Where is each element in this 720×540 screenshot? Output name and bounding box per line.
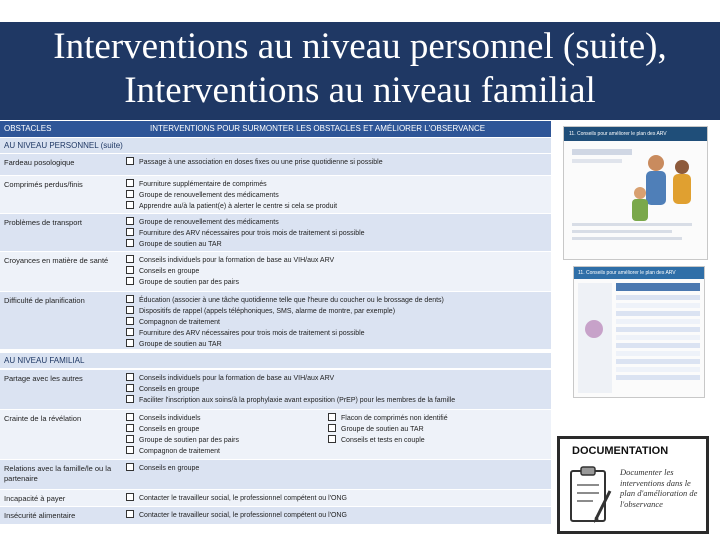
checkbox-icon [328, 413, 336, 421]
intervention-item [126, 295, 546, 306]
table-row [0, 214, 551, 252]
intervention-item [126, 228, 546, 239]
table-row [0, 507, 551, 525]
checkbox-icon [126, 446, 134, 454]
intervention-item [126, 266, 546, 277]
checkbox-icon [126, 339, 134, 347]
table-row [0, 490, 551, 507]
intervention-text: Conseils en groupe [139, 465, 200, 472]
intervention-list [126, 295, 546, 350]
thumbnail-2-header: 11. Conseils pour améliorer le plan des ARV [574, 267, 704, 279]
intervention-text: Éducation (associer à une tâche quotidienne telle que l'heure du coucher ou le brossage de dents) [139, 297, 444, 304]
intervention-text: Fourniture supplémentaire de comprimés [139, 181, 267, 188]
documentation-text: Documenter les interventions dans le plan d'amélioration de l'observance [620, 467, 698, 509]
intervention-list [126, 493, 546, 504]
checkbox-icon [126, 295, 134, 303]
intervention-item [126, 201, 546, 212]
intervention-list [126, 217, 546, 250]
interventions-table [0, 121, 551, 531]
intervention-item [328, 424, 548, 435]
people-illustration-icon [564, 141, 707, 259]
table-row [0, 252, 551, 292]
checkbox-icon [126, 463, 134, 471]
checkbox-icon [126, 179, 134, 187]
intervention-item [126, 328, 546, 339]
intervention-text: Contacter le travailleur social, le professionnel compétent ou l'ONG [139, 495, 347, 502]
checkbox-icon [126, 277, 134, 285]
intervention-text: Apprendre au/à la patient(e) à alerter le centre si cela se produit [139, 203, 338, 210]
obstacle-label: Incapacité à payer [4, 494, 66, 503]
slide-title [0, 22, 720, 120]
guide-thumbnail-1 [563, 126, 708, 260]
intervention-item [126, 446, 546, 457]
checkbox-icon [126, 266, 134, 274]
intervention-text: Passage à une association en doses fixes ou une prise quotidienne si possible [139, 159, 383, 166]
obstacle-label: Comprimés perdus/finis [4, 180, 83, 189]
intervention-list [126, 157, 546, 168]
intervention-text: Conseils en groupe [139, 426, 200, 433]
intervention-text: Groupe de renouvellement des médicaments [139, 219, 279, 226]
intervention-text: Conseils en groupe [139, 386, 200, 393]
intervention-text: Contacter le travailleur social, le professionnel compétent ou l'ONG [139, 512, 347, 519]
intervention-text: Conseils et tests en couple [341, 437, 425, 444]
intervention-text: Fourniture des ARV nécessaires pour trois mois de traitement si possible [139, 230, 365, 237]
guide-thumbnail-2 [573, 266, 705, 398]
intervention-list [126, 510, 546, 521]
intervention-list [328, 413, 548, 446]
checkbox-icon [126, 510, 134, 518]
obstacle-label: Insécurité alimentaire [4, 511, 76, 520]
checkbox-icon [126, 328, 134, 336]
intervention-text: Conseils individuels [139, 415, 201, 422]
intervention-text: Flacon de comprimés non identifié [341, 415, 448, 422]
intervention-text: Compagnon de traitement [139, 319, 220, 326]
checkbox-icon [328, 435, 336, 443]
documentation-title: DOCUMENTATION [572, 445, 669, 457]
intervention-list [126, 373, 546, 406]
checkbox-icon [126, 306, 134, 314]
intervention-text: Groupe de soutien au TAR [341, 426, 424, 433]
documentation-box [557, 436, 709, 534]
obstacle-label: Difficulté de planification [4, 296, 85, 305]
checkbox-icon [126, 435, 134, 443]
clipboard-icon [568, 465, 612, 525]
intervention-item [126, 510, 546, 521]
reference-panel [557, 126, 709, 534]
checkbox-icon [126, 255, 134, 263]
col-obstacles: OBSTACLES [4, 124, 52, 133]
intervention-item [126, 373, 546, 384]
title-line-2: Interventions au niveau familial [124, 70, 596, 111]
checkbox-icon [126, 373, 134, 381]
intervention-text: Groupe de soutien au TAR [139, 341, 222, 348]
intervention-item [126, 179, 546, 190]
intervention-item [126, 190, 546, 201]
checkbox-icon [126, 395, 134, 403]
obstacle-label: Partage avec les autres [4, 374, 83, 383]
intervention-text: Dispositifs de rappel (appels téléphoniques, SMS, alarme de montre, par exemple) [139, 308, 396, 315]
checkbox-icon [126, 413, 134, 421]
intervention-item [328, 413, 548, 424]
table-row [0, 154, 551, 176]
checkbox-icon [126, 424, 134, 432]
intervention-text: Groupe de soutien par des pairs [139, 437, 240, 444]
intervention-text: Faciliter l'inscription aux soins/à la prophylaxie avant exposition (PrEP) pour les membres de la famille [139, 397, 456, 404]
intervention-item [126, 384, 546, 395]
table-row [0, 292, 551, 350]
intervention-item [126, 217, 546, 228]
intervention-list [126, 179, 546, 212]
intervention-text: Groupe de renouvellement des médicaments [139, 192, 279, 199]
obstacle-label: Problèmes de transport [4, 218, 82, 227]
intervention-item [126, 317, 546, 328]
intervention-text: Conseils individuels pour la formation de base au VIH/aux ARV [139, 257, 335, 264]
checkbox-icon [126, 201, 134, 209]
col-interventions: INTERVENTIONS POUR SURMONTER LES OBSTACLES ET AMÉLIORER L'OBSERVANCE [150, 124, 486, 133]
intervention-item [126, 463, 546, 474]
checkbox-icon [126, 157, 134, 165]
thumbnail-1-header: 11. Conseils pour améliorer le plan des ARV [564, 127, 707, 141]
table-row [0, 410, 551, 460]
table-row [0, 460, 551, 490]
intervention-item [126, 255, 546, 266]
section-personnel: AU NIVEAU PERSONNEL (suite) [0, 138, 551, 153]
checkbox-icon [126, 217, 134, 225]
intervention-item [126, 157, 546, 168]
intervention-item [126, 277, 546, 288]
table-header [0, 121, 551, 137]
checkbox-icon [126, 493, 134, 501]
checkbox-icon [328, 424, 336, 432]
intervention-text: Conseils individuels pour la formation de base au VIH/aux ARV [139, 375, 335, 382]
obstacle-label: Crainte de la révélation [4, 414, 82, 423]
checkbox-icon [126, 384, 134, 392]
checkbox-icon [126, 190, 134, 198]
checkbox-icon [126, 239, 134, 247]
obstacle-label: Croyances en matière de santé [4, 256, 109, 265]
intervention-item [126, 306, 546, 317]
section-familial: AU NIVEAU FAMILIAL [0, 353, 551, 368]
intervention-list [126, 463, 546, 474]
obstacle-label: Fardeau posologique [4, 158, 75, 167]
checkbox-icon [126, 317, 134, 325]
intervention-item [126, 395, 546, 406]
intervention-item [126, 339, 546, 350]
guide-table-icon [574, 279, 704, 397]
obstacle-label: Relations avec la famille/le ou la partenaire [4, 464, 112, 483]
intervention-text: Groupe de soutien par des pairs [139, 279, 240, 286]
table-row [0, 176, 551, 214]
intervention-item [126, 493, 546, 504]
checkbox-icon [126, 228, 134, 236]
intervention-item [328, 435, 548, 446]
title-line-1: Interventions au niveau personnel (suite), [53, 26, 667, 67]
intervention-list [126, 255, 546, 288]
intervention-text: Compagnon de traitement [139, 448, 220, 455]
table-row [0, 370, 551, 410]
intervention-text: Conseils en groupe [139, 268, 200, 275]
intervention-text: Groupe de soutien au TAR [139, 241, 222, 248]
intervention-text: Fourniture des ARV nécessaires pour trois mois de traitement si possible [139, 330, 365, 337]
intervention-item [126, 239, 546, 250]
